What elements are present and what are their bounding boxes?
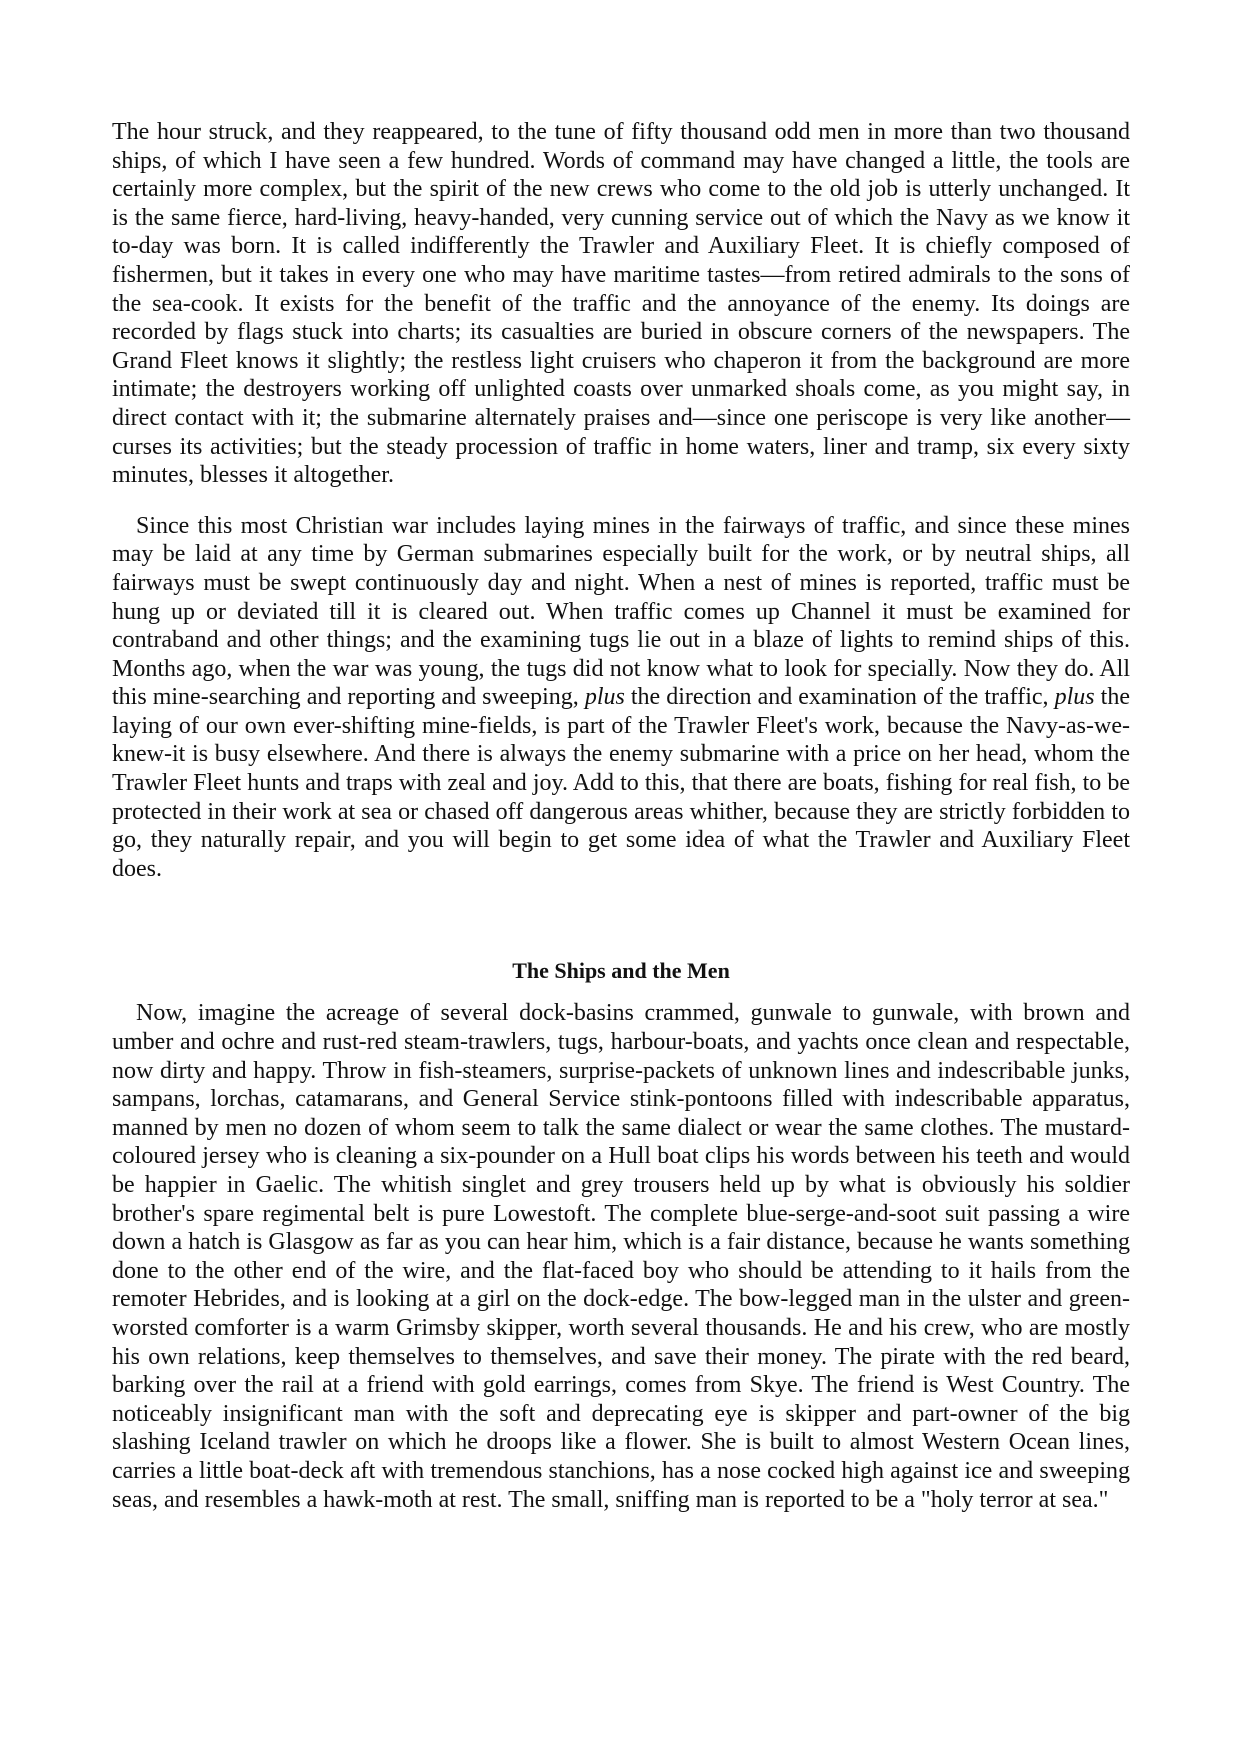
paragraph-mine-sweeping bbox=[112, 512, 1130, 884]
italic-word: plus bbox=[1054, 684, 1095, 711]
paragraph-text-segment: Since this most Christian war includes laying mines in the fairways of traffic, and since these mines may be laid at any time by German submarines especially built for the work, or by neutral ships, all fairways must be swept continuously day and night. When a nest of mines is reported, traffic must be hung up or deviated till it is cleared out. When traffic comes up Channel it must be examined for contraband and other things; and the examining tugs lie out in a blaze of lights to remind ships of this. Months ago, when the war was young, the tugs did not know what to look for specially. Now they do. All this mine-searching and reporting and sweeping, bbox=[112, 512, 1130, 711]
document-page bbox=[112, 118, 1130, 1514]
section-heading: The Ships and the Men bbox=[512, 958, 730, 984]
paragraph-text-segment: the direction and examination of the traffic, bbox=[624, 684, 1055, 711]
paragraph-text-segment: the laying of our own ever-shifting mine-fields, is part of the Trawler Fleet's work, because the Navy-as-we-knew-it is busy elsewhere. And there is always the enemy submarine with a price on her head, whom the Trawler Fleet hunts and traps with zeal and joy. Add to this, that there are boats, fishing for real fish, to be protected in their work at sea or chased off dangerous areas whither, because they are strictly forbidden to go, they naturally repair, and you will begin to get some idea of what the Trawler and Auxiliary Fleet does. bbox=[112, 684, 1130, 882]
paragraph-spacer bbox=[112, 490, 1130, 512]
italic-word: plus bbox=[584, 684, 625, 711]
paragraph-trawler-fleet-intro: The hour struck, and they reappeared, to the tune of fifty thousand odd men in more than two thousand ships, of which I have seen a few hundred. Words of command may have changed a little, the tools are certainly more complex, but the spirit of the new crews who come to the old job is utterly unchanged. It is the same fierce, hard-living, heavy-handed, very cunning service out of which the Navy as we know it to-day was born. It is called indifferently the Trawler and Auxiliary Fleet. It is chiefly composed of fishermen, but it takes in every one who may have maritime tastes—from retired admirals to the sons of the sea-cook. It exists for the benefit of the traffic and the annoyance of the enemy. Its doings are recorded by flags stuck into charts; its casualties are buried in obscure corners of the newspapers. The Grand Fleet knows it slightly; the restless light cruisers who chaperon it from the background are more intimate; the destroyers working off unlighted coasts over unmarked shoals come, as you might say, in direct contact with it; the submarine alternately praises and—since one periscope is very like another—curses its activities; but the steady procession of traffic in home waters, liner and tramp, six every sixty minutes, blesses it altogether. bbox=[112, 119, 1130, 489]
paragraph-ships-and-men: Now, imagine the acreage of several dock-basins crammed, gunwale to gunwale, with brown and umber and ochre and rust-red steam-trawlers, tugs, harbour-boats, and yachts once clean and respectable, now dirty and happy. Throw in fish-steamers, surprise-packets of unknown lines and indescribable junks, sampans, lorchas, catamarans, and General Service stink-pontoons filled with indescribable apparatus, manned by men no dozen of whom seem to talk the same dialect or wear the same clothes. The mustard-coloured jersey who is cleaning a six-pounder on a Hull boat clips his words between his teeth and would be happier in Gaelic. The whitish singlet and grey trousers held up by what is obviously his soldier brother's spare regimental belt is pure Lowestoft. The complete blue-serge-and-soot suit passing a wire down a hatch is Glasgow as far as you can hear him, which is a fair distance, because he wants something done to the other end of the wire, and the flat-faced boy who should be attending to it hails from the remoter Hebrides, and is looking at a girl on the dock-edge. The bow-legged man in the ulster and green-worsted comforter is a warm Grimsby skipper, worth several thousands. He and his crew, who are mostly his own relations, keep themselves to themselves, and save their money. The pirate with the red beard, barking over the rail at a friend with gold earrings, comes from Skye. The friend is West Country. The noticeably insignificant man with the soft and deprecating eye is skipper and part-owner of the big slashing Iceland trawler on which he droops like a flower. She is built to almost Western Ocean lines, carries a little boat-deck aft with tremendous stanchions, has a nose cocked high against ice and sweeping seas, and resembles a hawk-moth at rest. The small, sniffing man is reported to be a "holy terror at sea." bbox=[112, 1000, 1130, 1513]
